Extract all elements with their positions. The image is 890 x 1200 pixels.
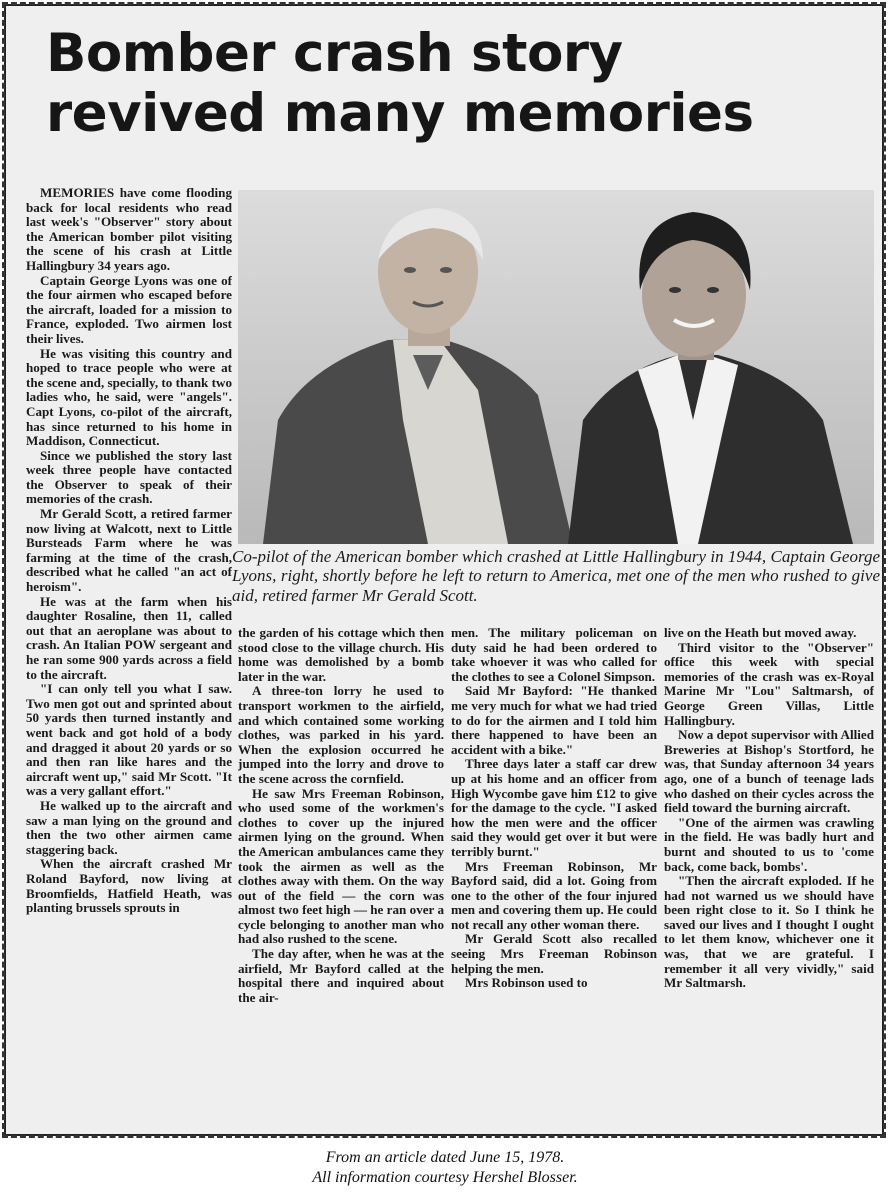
- paragraph: Mr Gerald Scott also recalled seeing Mrs Freeman Robinson helping the men.: [451, 931, 657, 976]
- headline: [46, 24, 866, 144]
- paragraph: He was at the farm when his daughter Rosaline, then 11, called out that an aeroplane was about to crash. An Italian POW sergeant and he ran some 900 yards across a field to the aircraft.: [26, 593, 232, 682]
- paragraph: He saw Mrs Freeman Robinson, who used some of the workmen's clothes to cover up the injured airmen lying on the ground. When the American ambulances came they took the airmen as well as the clothes away with them. On the way out of the field — the corn was almost two feet high — he ran over a cycle belonging to another man who had also rushed to the scene.: [238, 785, 444, 947]
- paragraph: Mr Gerald Scott, a retired farmer now living at Walcott, next to Little Bursteads Farm where he was farming at the time of the crash, described what he called "an act of heroism".: [26, 506, 232, 595]
- paragraph: men. The military policeman on duty said he had been ordered to take whoever it was who called for the clothes to see a Colonel Simpson.: [451, 626, 657, 684]
- headline-line-2: revived many memories: [46, 83, 754, 144]
- paragraph: Third visitor to the "Observer" office this week with special memories of the crash was ex-Royal Marine Mr "Lou" Saltmarsh, of George Green Villas, Little Hallingbury.: [664, 639, 874, 728]
- paragraph: The day after, when he was at the airfield, Mr Bayford called at the hospital there and inquired about the air-: [238, 946, 444, 1005]
- article-column-3: [451, 626, 657, 1126]
- paragraph: "I can only tell you what I saw. Two men got out and sprinted about 50 yards then turned instantly and went back and got hold of a body and dragged it about 20 yards or so and then ran like hares and the aircraft went up," said Mr Scott. "It was a very gallant effort.": [26, 681, 232, 799]
- paragraph: the garden of his cottage which then stood close to the village church. His home was demolished by a bomb later in the war.: [238, 626, 444, 684]
- paragraph: A three-ton lorry he used to transport workmen to the airfield, and which contained some working clothes, was parked in his yard. When the explosion occurred he jumped into the lorry and drove to the scene across the cornfield.: [238, 683, 444, 786]
- paragraph: MEMORIES have come flooding back for local residents who read last week's "Observer" story about the American bomber pilot visiting the scene of his crash at Little Hallingbury 34 years ago.: [26, 186, 232, 273]
- paragraph: Mrs Freeman Robinson, Mr Bayford said, did a lot. Going from one to the other of the four injured men and covering them up. He could not recall any other woman there.: [451, 858, 657, 932]
- news-photo: [238, 190, 874, 544]
- paragraph: He was visiting this country and hoped to trace people who were at the scene and, specially, to thank two ladies who, he said, were "angels". Capt Lyons, co-pilot of the aircraft, has since returned to his home in Maddison, Connecticut.: [26, 345, 232, 449]
- paragraph: Mrs Robinson used to: [465, 975, 588, 991]
- paragraph: Three days later a staff car drew up at his home and an officer from High Wycombe gave him £12 to give for the damage to the cycle. "I asked how the men were and the officer said they would get over it but were terribly burnt.": [451, 756, 657, 859]
- paragraph: live on the Heath but moved away.: [664, 626, 857, 640]
- source-note-line-1: From an article dated June 15, 1978.: [325, 1149, 565, 1166]
- paragraph: "One of the airmen was crawling in the field. He was badly hurt and burnt and shouted to us to 'come back, come back, bombs'.: [664, 814, 874, 874]
- article-column-1: [26, 186, 232, 1126]
- newspaper-clipping: [4, 4, 884, 1136]
- article-column-4: [664, 626, 874, 1126]
- paragraph: Since we published the story last week three people have contacted the Observer to speak of their memories of the crash.: [26, 447, 232, 507]
- headline-line-1: Bomber crash story: [46, 23, 623, 84]
- source-note: [0, 1148, 890, 1188]
- paragraph: Captain George Lyons was one of the four airmen who escaped before the aircraft, loaded for a mission to France, exploded. Two airmen lost their lives.: [26, 272, 232, 346]
- paragraph: He walked up to the aircraft and saw a man lying on the ground and then the two other airmen came staggering back.: [26, 797, 232, 857]
- paragraph: When the aircraft crashed Mr Roland Bayford, now living at Broomfields, Hatfield Heath, was planting brussels sprouts in: [26, 856, 232, 916]
- photo-illustration: [238, 190, 874, 544]
- article-column-2: [238, 626, 444, 1126]
- paragraph: Said Mr Bayford: "He thanked me very much for what we had tried to do for the airmen and I told him there happened to have been an accident with a bike.": [451, 683, 657, 757]
- paragraph: Now a depot supervisor with Allied Breweries at Bishop's Stortford, he was, that Sunday afternoon 34 years ago, one of a bunch of teenage lads who dashed on their cycles across the field toward the burning aircraft.: [664, 727, 874, 816]
- paragraph: "Then the aircraft exploded. If he had not warned us we should have been right close to it. So I think he saved our lives and I thought I ought to let them know, whichever one it was, that we are grateful. I remember it all very vividly," said Mr Saltmarsh.: [664, 873, 874, 991]
- source-note-line-2: All information courtesy Hershel Blosser.: [312, 1169, 578, 1186]
- photo-caption: Co-pilot of the American bomber which crashed at Little Hallingbury in 1944, Captain George Lyons, right, shortly before he left to return to America, met one of the men who rushed to give aid, retired farmer Mr Gerald Scott.: [232, 547, 880, 605]
